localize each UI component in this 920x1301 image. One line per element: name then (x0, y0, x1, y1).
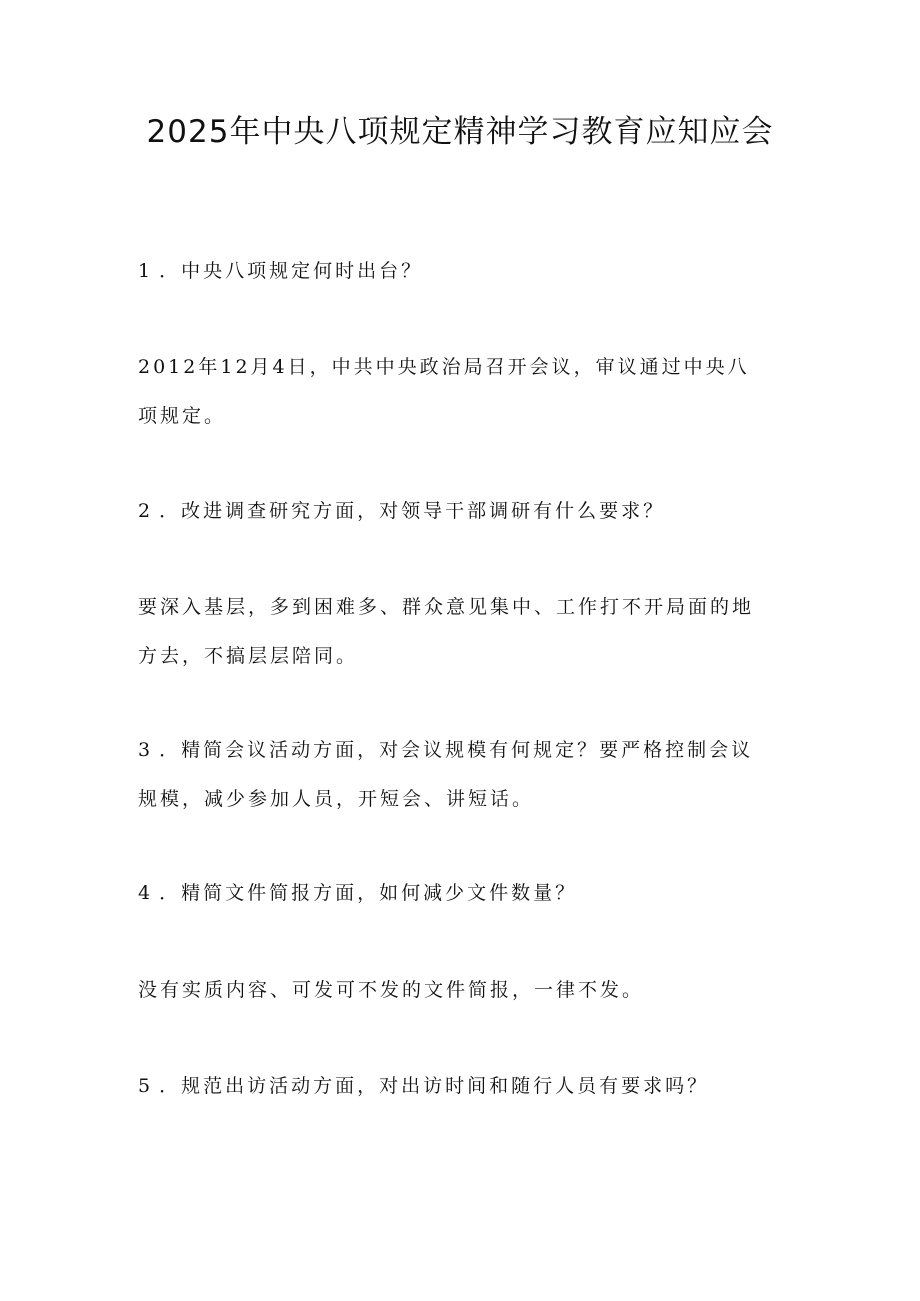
question-number: 5 (138, 1075, 154, 1097)
question-number: 2 (138, 500, 154, 522)
question-text: ．中央八项规定何时出台？ (159, 260, 424, 282)
question-text: ．改进调查研究方面，对领导干部调研有什么要求？ (159, 500, 666, 522)
answer-4: 没有实质内容、可发可不发的文件简报，一律不发。 (138, 979, 645, 1001)
question-2 (138, 487, 768, 536)
question-3 (138, 726, 768, 824)
question-5 (138, 1062, 768, 1111)
answer-2: 要深入基层，多到困难多、群众意见集中、工作打不开局面的地方去，不搞层层陪同。 (138, 596, 755, 667)
question-text: ．规范出访活动方面，对出访时间和随行人员有要求吗？ (159, 1075, 710, 1097)
question-text: ．精简会议活动方面，对会议规模有何规定？要严格控制会议规模，减少参加人员，开短会、讲短话。 (138, 739, 754, 810)
question-number: 3 (138, 739, 154, 761)
question-number: 4 (138, 882, 154, 904)
document-title: 2025年中央八项规定精神学习教育应知应会 (146, 114, 774, 150)
question-1 (138, 247, 768, 296)
question-4 (138, 869, 768, 918)
question-number: 1 (138, 260, 154, 282)
question-text: ．精简文件简报方面，如何减少文件数量？ (159, 882, 578, 904)
answer-1: 2012年12月4日，中共中央政治局召开会议，审议通过中央八项规定。 (138, 356, 750, 427)
